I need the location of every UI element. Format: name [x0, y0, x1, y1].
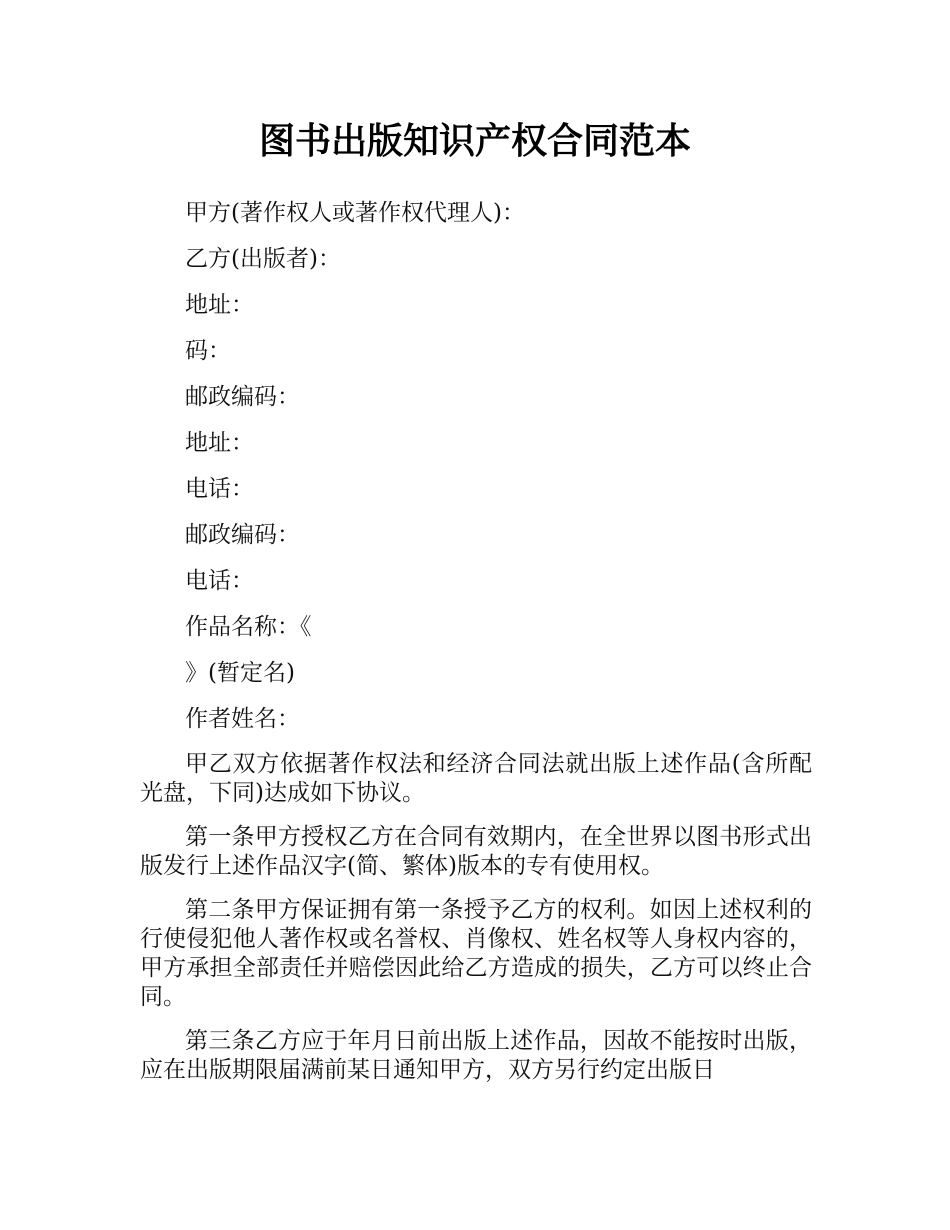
- postal-code-field-2: 邮政编码：: [185, 522, 300, 548]
- address-field-2: 地址：: [185, 430, 254, 456]
- phone-field-2: 电话：: [185, 568, 254, 594]
- address-field: 地址：: [185, 292, 254, 318]
- article-1-paragraph: 第一条甲方授权乙方在合同有效期内，在全世界以图书形式出版发行上述作品汉字(简、繁体)版本的专有使用权。: [140, 824, 812, 879]
- work-title-field: 作品名称：《: [185, 614, 312, 640]
- article-2-paragraph: 第二条甲方保证拥有第一条授予乙方的权利。如因上述权利的行使侵犯他人著作权或名誉权、肖像权、姓名权等人身权内容的，甲方承担全部责任并赔偿因此给乙方造成的损失，乙方可以终止合同。: [140, 897, 812, 1010]
- party-a-field: 甲方(著作权人或著作权代理人)：: [185, 200, 525, 226]
- party-b-field: 乙方(出版者)：: [185, 246, 341, 272]
- tentative-title-field: 》(暂定名): [185, 660, 295, 686]
- agreement-intro-paragraph: 甲乙双方依据著作权法和经济合同法就出版上述作品(含所配光盘，下同)达成如下协议。: [140, 751, 812, 806]
- code-field: 码：: [185, 338, 231, 364]
- document-body: [140, 198, 812, 1100]
- document-title: 图书出版知识产权合同范本: [258, 121, 691, 162]
- phone-field: 电话：: [185, 476, 254, 502]
- postal-code-field: 邮政编码：: [185, 384, 300, 410]
- author-name-field: 作者姓名：: [185, 706, 300, 732]
- article-3-paragraph: 第三条乙方应于年月日前出版上述作品，因故不能按时出版，应在出版期限届满前某日通知甲方，双方另行约定出版日: [140, 1028, 812, 1083]
